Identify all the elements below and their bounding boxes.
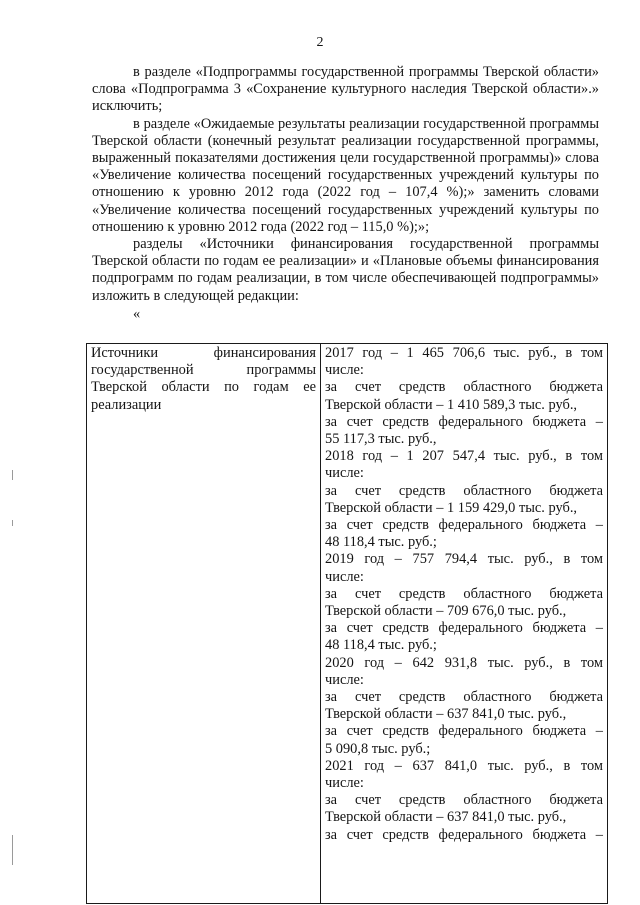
funding-line: 2019 год – 757 794,4 тыс. руб., в том bbox=[325, 551, 603, 568]
funding-line: числе: bbox=[325, 362, 364, 379]
funding-sources-label: Источники финансирования государственной программы Тверской области по годам ее реализации bbox=[91, 345, 316, 413]
paragraph-funding-sections: разделы «Источники финансирования государственной программы Тверской области по годам ее реализации» и «Плановые объемы финансирования подпрограмм по годам реализации, в том числе обеспечивающей подпрограммы» изложить в следующей редакции: bbox=[92, 236, 599, 304]
paragraph-subprograms: в разделе «Подпрограммы государственной программы Тверской области» слова «Подпрограмма 3 «Сохранение культурного наследия Тверской области».» исключить; bbox=[92, 64, 599, 115]
funding-line: 55 117,3 тыс. руб., bbox=[325, 431, 437, 448]
funding-line: за счет средств областного бюджета bbox=[325, 792, 603, 809]
funding-line: Тверской области – 709 676,0 тыс. руб., bbox=[325, 603, 567, 620]
funding-by-year-cell bbox=[321, 344, 608, 904]
funding-line: числе: bbox=[325, 775, 364, 792]
funding-line: Тверской области – 637 841,0 тыс. руб., bbox=[325, 809, 567, 826]
funding-line: за счет средств федерального бюджета – bbox=[325, 826, 603, 843]
funding-line: 5 090,8 тыс. руб.; bbox=[325, 740, 431, 757]
funding-line: 2020 год – 642 931,8 тыс. руб., в том bbox=[325, 654, 603, 671]
funding-line: 2017 год – 1 465 706,6 тыс. руб., в том bbox=[325, 345, 603, 361]
funding-line: 48 118,4 тыс. руб.; bbox=[325, 637, 437, 654]
funding-line: Тверской области – 1 410 589,3 тыс. руб., bbox=[325, 396, 578, 413]
funding-line: за счет средств областного бюджета bbox=[325, 379, 603, 396]
funding-line: числе: bbox=[325, 671, 364, 688]
funding-line: 2018 год – 1 207 547,4 тыс. руб., в том bbox=[325, 448, 603, 465]
funding-line: 48 118,4 тыс. руб.; bbox=[325, 534, 437, 551]
funding-line: за счет средств областного бюджета bbox=[325, 482, 603, 499]
funding-table bbox=[86, 343, 608, 904]
funding-line: за счет средств федерального бюджета – bbox=[325, 517, 603, 534]
funding-line: за счет средств областного бюджета bbox=[325, 585, 603, 602]
funding-line: за счет средств областного бюджета bbox=[325, 689, 603, 706]
funding-by-year-list bbox=[325, 345, 603, 844]
funding-line: за счет средств федерального бюджета – bbox=[325, 620, 603, 637]
paragraph-expected-results: в разделе «Ожидаемые результаты реализации государственной программы Тверской области (конечный результат реализации государственной программы, выраженный показателями достижения цели государственной программы)» слова «Увеличение количества посещений государственных учреждений культуры по отношению к уровню 2012 года (2022 год – 107,4 %);» заменить словами «Увеличение количества посещений государственных учреждений культуры по отношению к уровню 2012 года (2022 год – 115,0 %);»; bbox=[92, 115, 599, 235]
table-row bbox=[87, 344, 608, 904]
funding-line: Тверской области – 637 841,0 тыс. руб., bbox=[325, 706, 567, 723]
funding-line: за счет средств федерального бюджета – bbox=[325, 723, 603, 740]
funding-line: числе: bbox=[325, 465, 364, 482]
funding-line: Тверской области – 1 159 429,0 тыс. руб., bbox=[325, 499, 578, 516]
page-number: 2 bbox=[316, 35, 324, 50]
funding-line: за счет средств федерального бюджета – bbox=[325, 413, 603, 430]
funding-line: числе: bbox=[325, 568, 364, 585]
opening-quote: « bbox=[133, 305, 141, 322]
funding-sources-label-cell bbox=[87, 344, 321, 904]
document-body bbox=[92, 64, 599, 322]
funding-line: 2021 год – 637 841,0 тыс. руб., в том bbox=[325, 757, 603, 774]
